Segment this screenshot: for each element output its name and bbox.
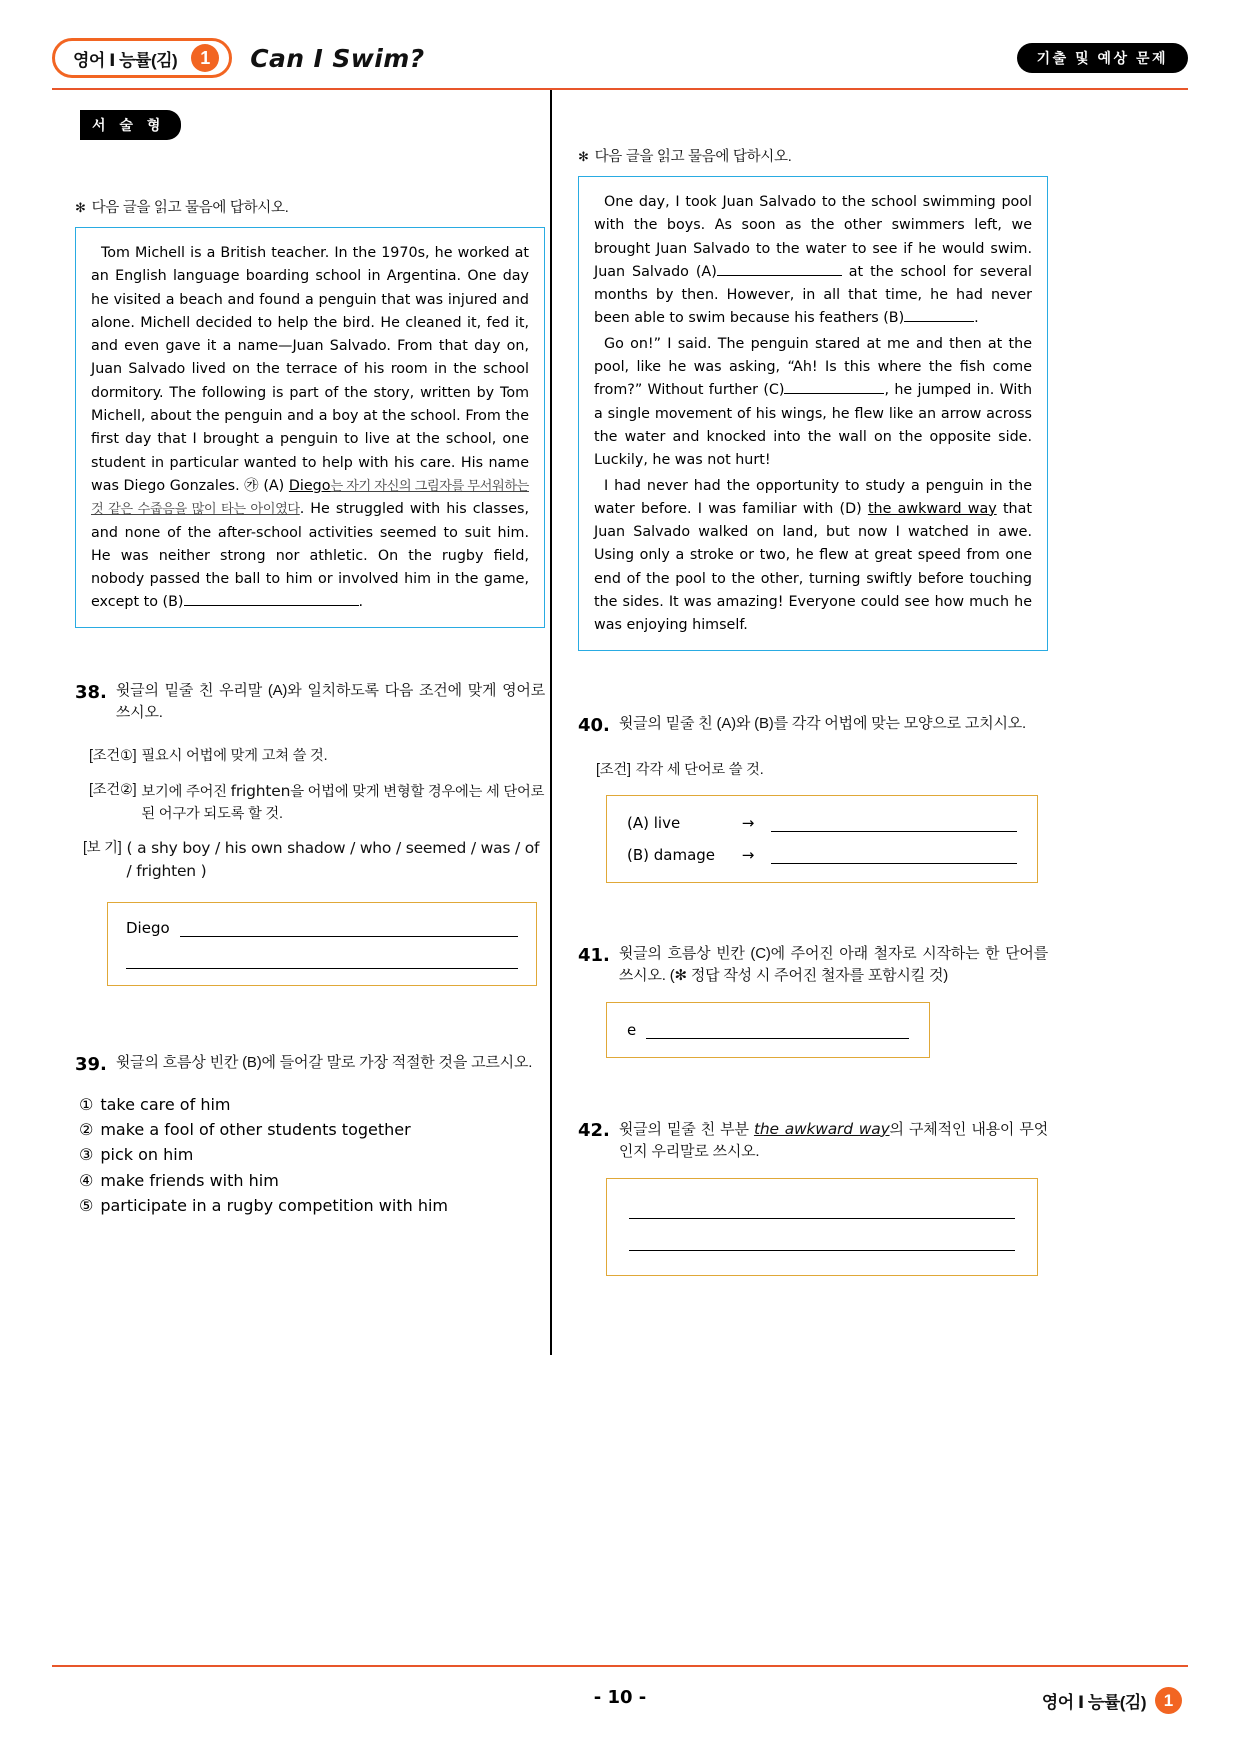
left-passage-box — [75, 227, 545, 628]
question-38-text: 윗글의 밑줄 친 우리말 (A)와 일치하도록 다음 조건에 맞게 영어로 쓰시오. — [115, 681, 545, 722]
choice-item[interactable] — [79, 1092, 545, 1117]
question-42-text-pre: 윗글의 밑줄 친 부분 — [618, 1120, 754, 1138]
right-passage-label-b: (B) — [883, 310, 905, 327]
page-header — [52, 38, 1188, 86]
arrow-right-icon: → — [741, 845, 755, 864]
question-38-condition-2 — [75, 779, 545, 825]
right-passage-blank-a — [717, 275, 842, 276]
left-instruction-text: 다음 글을 읽고 물음에 답하시오. — [91, 200, 289, 216]
right-passage-label-a: (A) — [695, 263, 717, 280]
book-badge-number: 1 — [191, 44, 219, 72]
left-passage-end: . — [358, 594, 364, 611]
question-40 — [578, 713, 1048, 739]
left-passage-part2: . He struggled with his classes, and none of the after-school activities seemed to suit him. He was neither strong nor athletic. On the rugby field, nobody passed the ball to him or involved him in the game, except to — [91, 501, 529, 611]
right-passage-box — [578, 176, 1048, 651]
choice-item[interactable] — [79, 1142, 545, 1167]
condition-2-pre: 보기에 주어진 — [141, 783, 231, 800]
condition-2-tag: [조건②] — [89, 781, 137, 798]
question-type-badge: 서 술 형 — [80, 110, 181, 140]
right-passage-paragraph-2 — [594, 333, 1032, 473]
question-41-text: 윗글의 흐름상 빈칸 (C)에 주어진 아래 철자로 시작하는 한 단어를 쓰시오. (✻ 정답 작성 시 주어진 철자를 포함시킬 것) — [618, 944, 1048, 985]
right-instruction-text: 다음 글을 읽고 물음에 답하시오. — [594, 149, 792, 165]
right-passage-p1b: at the school for several months by then. However, in all that time, he had never been able to swim because his feathers — [594, 263, 1032, 327]
question-39 — [75, 1052, 545, 1078]
question-38-answer-box[interactable] — [107, 902, 537, 986]
question-38 — [75, 680, 545, 725]
right-passage-p2b: , he jumped in. With a single movement of his wings, he flew like an arrow across the water and knocked into the wall on the opposite side. Luckily, he was not hurt! — [594, 382, 1033, 469]
choice-item[interactable] — [79, 1117, 545, 1142]
answer-40-row-b — [627, 846, 1017, 864]
header-divider-rule — [52, 88, 1188, 90]
left-passage-paragraph — [91, 242, 529, 615]
condition-2-keyword: frighten — [230, 781, 291, 800]
right-passage-paragraph-3 — [594, 475, 1032, 638]
condition-40-body: 각각 세 단어로 쓸 것. — [635, 761, 764, 778]
right-reading-instruction — [578, 145, 1048, 166]
answer-40-row-a — [627, 814, 1017, 832]
answer-38-writing-line-1[interactable] — [180, 921, 518, 937]
question-38-condition-1 — [75, 745, 545, 767]
answer-40-writing-line-b[interactable] — [771, 848, 1017, 864]
left-passage-label-b: (B) — [162, 594, 184, 611]
choice-label: make a fool of other students together — [100, 1120, 411, 1140]
answer-41-prefix: e — [627, 1020, 637, 1039]
footer-divider-rule — [52, 1665, 1188, 1667]
choice-marker: ③ — [79, 1145, 94, 1165]
choice-label: participate in a rugby competition with him — [100, 1195, 448, 1215]
question-40-text: 윗글의 밑줄 친 (A)와 (B)를 각각 어법에 맞는 모양으로 고치시오. — [618, 714, 1027, 732]
header-right-group — [1017, 43, 1188, 73]
answer-42-writing-line-1[interactable] — [629, 1203, 1015, 1219]
asterisk-icon: ✻ — [75, 200, 86, 215]
left-passage-diego: Diego — [288, 477, 331, 494]
answer-38-writing-line-2[interactable] — [126, 955, 518, 969]
book-badge-label: 영어 Ⅰ 능률(김) — [73, 50, 178, 70]
left-reading-instruction — [75, 196, 545, 217]
right-passage-awkward-way: the awkward way — [867, 500, 997, 517]
choice-marker: ⑤ — [79, 1195, 94, 1215]
wordbank-body: ( a shy boy / his own shadow / who / seemed / was / of / frighten ) — [126, 839, 540, 881]
lesson-title: Can I Swim? — [250, 43, 425, 73]
condition-1-tag: [조건①] — [89, 747, 137, 764]
right-passage-label-c: (C) — [763, 382, 785, 399]
question-38-number: 38. — [75, 681, 107, 703]
question-42 — [578, 1118, 1048, 1164]
question-39-text: 윗글의 흐름상 빈칸 (B)에 들어갈 말로 가장 적절한 것을 고르시오. — [115, 1053, 533, 1071]
question-41-number: 41. — [578, 944, 610, 966]
question-40-answer-box[interactable] — [606, 795, 1038, 883]
question-41-answer-box[interactable] — [606, 1002, 930, 1058]
choice-item[interactable] — [79, 1193, 545, 1218]
question-42-answer-box[interactable] — [606, 1178, 1038, 1276]
choice-label: make friends with him — [100, 1170, 279, 1190]
right-passage-p1a: One day, I took Juan Salvado to the school swimming pool with the boys. As soon as the other swimmers left, we brought Juan Salvado to the water to see if he would swim. Juan Salvado — [594, 194, 1032, 280]
choice-marker: ② — [79, 1120, 94, 1140]
choice-label: pick on him — [100, 1145, 194, 1165]
exam-type-badge: 기출 및 예상 문제 — [1017, 43, 1188, 73]
condition-2-post: 을 어법에 맞게 변형할 경우에는 세 단어로 된 어구가 되도록 할 것. — [141, 783, 545, 823]
answer-42-writing-line-2[interactable] — [629, 1237, 1015, 1251]
left-passage-blank-b — [184, 605, 359, 606]
answer-40-label-b: (B) damage — [627, 845, 716, 864]
wordbank-tag: [보 기] — [83, 840, 122, 857]
left-passage-part1: Tom Michell is a British teacher. In the 1970s, he worked at an English language boarding school in Argentina. One day he visited a beach and found a penguin that was injured and alone. Michell decided to help the bird. He cleaned it, fed it, and even gave it a name—Juan Salvado. From that day on, Juan Salvado lived on the terrace of his room in the school dormitory. The following is part of the story, written by Tom Michell, about the penguin and a boy at the school. From the first day that I brought a penguin to live at the school, one student in particular wanted to help with his care. His name was Diego Gonzales. ㉮ — [91, 245, 529, 494]
condition-1-body: 필요시 어법에 맞게 고쳐 쓸 것. — [141, 747, 328, 764]
question-40-condition — [578, 759, 1048, 781]
question-38-wordbank — [75, 837, 545, 884]
condition-2-body — [141, 779, 545, 825]
answer-38-prefix: Diego — [126, 918, 170, 937]
answer-40-writing-line-a[interactable] — [771, 816, 1017, 832]
right-passage-p2a: Go on!” I said. The penguin stared at me and then at the pool, like he was asking, “Ah! Is this where the fish come from?” Without further — [594, 335, 1032, 399]
choice-label: take care of him — [100, 1094, 231, 1114]
left-passage-korean-a: 는 자기 자신의 그림자를 무서워하는 것 같은 수줍음을 많이 타는 아이였다 — [91, 477, 529, 517]
answer-41-row — [627, 1021, 909, 1039]
footer-brand-label: 영어 Ⅰ 능률(김) — [1041, 1693, 1146, 1712]
choice-marker: ① — [79, 1094, 94, 1114]
question-39-number: 39. — [75, 1053, 107, 1075]
question-39-choices — [75, 1092, 545, 1218]
right-passage-paragraph-1 — [594, 191, 1032, 331]
right-passage-label-d: (D) — [839, 500, 862, 517]
answer-38-row-1 — [126, 919, 518, 937]
arrow-right-icon: → — [741, 813, 755, 832]
question-42-underlined-phrase: the awkward way — [753, 1119, 890, 1138]
right-passage-p1c: . — [974, 310, 979, 327]
column-divider — [550, 90, 552, 1355]
choice-marker: ④ — [79, 1170, 94, 1190]
choice-item[interactable] — [79, 1168, 545, 1193]
right-passage-blank-b — [904, 321, 974, 322]
header-left-group — [52, 38, 425, 78]
right-passage-p3a: I had never had the opportunity to study a penguin in the water before. I was familiar with — [594, 477, 1032, 517]
right-column — [578, 145, 1048, 1276]
footer-brand-number: 1 — [1155, 1687, 1182, 1714]
footer-brand — [1042, 1687, 1182, 1714]
right-passage-blank-c — [784, 393, 884, 394]
question-41 — [578, 943, 1048, 988]
question-42-number: 42. — [578, 1119, 610, 1141]
answer-41-writing-line[interactable] — [646, 1023, 909, 1039]
left-passage-label-a: (A) — [263, 477, 285, 494]
left-column — [75, 196, 545, 1218]
condition-40-tag: [조건] — [596, 761, 631, 778]
question-42-text — [619, 1118, 1048, 1164]
book-badge — [52, 38, 232, 78]
asterisk-icon: ✻ — [578, 149, 589, 164]
right-passage-p3b: that Juan Salvado walked on land, but now I watched in awe. Using only a stroke or two, he flew at great speed from one end of the pool to the other, turning swiftly before touching the sides. It was amazing! Everyone could see how much he was enjoying himself. — [594, 500, 1032, 634]
question-40-number: 40. — [578, 714, 610, 736]
question-42-text-post: 의 구체적인 내용이 무엇인지 우리말로 쓰시오. — [618, 1120, 1048, 1161]
answer-40-label-a: (A) live — [627, 813, 681, 832]
page-number: - 10 - — [593, 1687, 647, 1708]
